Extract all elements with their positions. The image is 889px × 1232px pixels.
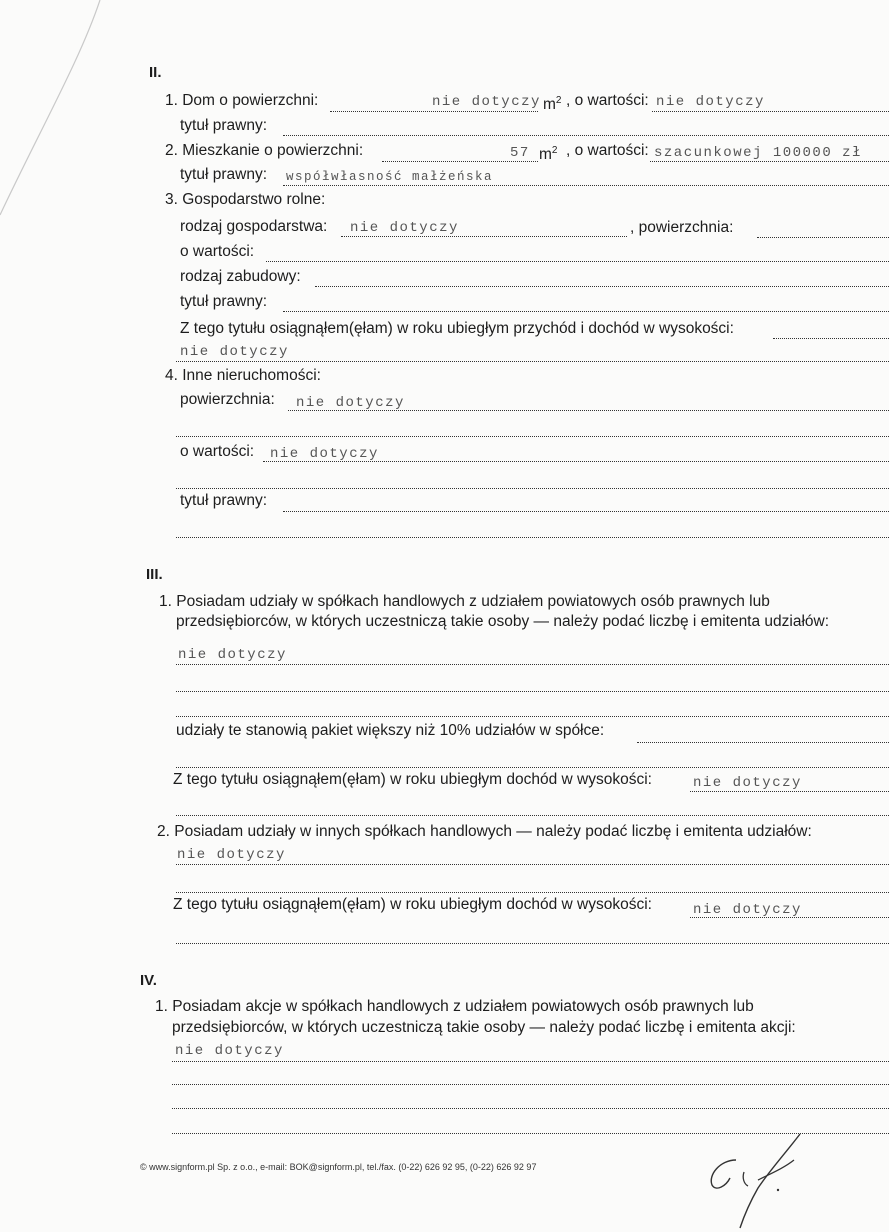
farm-income-label: Z tego tytułu osiągnąłem(ęłam) w roku ubiegłym przychód i dochód w wysokości: [180,320,734,337]
stocks-answer: nie dotyczy [175,1043,284,1059]
house-area-value: nie dotyczy [432,94,541,110]
farm-value-label: o wartości: [180,243,255,260]
other-title-label: tytuł prawny: [180,492,268,509]
page-fold-mark [0,0,120,220]
other-label: 4. Inne nieruchomości: [165,367,321,384]
flat-title-label: tytuł prawny: [180,166,268,183]
house-value: nie dotyczy [656,94,765,110]
other-shares-line-2 [176,892,889,893]
section-iii-heading: III. [146,566,163,583]
shares-answer-line-1 [176,664,889,665]
flat-title-line [283,185,889,186]
house-value-line [652,111,889,112]
farm-building-line [315,286,889,287]
shares-answer-line-3 [176,716,889,717]
house-unit: $m^2$ [543,95,562,114]
stocks-answer-line-2 [172,1084,889,1085]
shares-packet-line [637,742,889,743]
farm-area-label: , powierzchnia: [630,219,734,236]
shares-packet-label: udziały te stanowią pakiet większy niż 10% udziałów w spółce: [176,722,605,739]
flat-area-line [382,161,538,162]
house-value-label: , o wartości: [566,92,649,109]
farm-label: 3. Gospodarstwo rolne: [165,191,326,208]
flat-value-line [650,161,889,162]
other-area-label: powierzchnia: [180,391,275,408]
other-area-line-2 [176,436,889,437]
other-value-label: o wartości: [180,443,255,460]
farm-type-value: nie dotyczy [350,220,459,236]
farm-value-line [266,261,889,262]
other-value: nie dotyczy [270,446,379,462]
stocks-question-line-1: 1. Posiadam akcje w spółkach handlowych z udziałem powiatowych osób prawnych lub [155,998,754,1015]
other-value-line-2 [176,488,889,489]
stocks-question-line-2: przedsiębiorców, w których uczestniczą takie osoby — należy podać liczbę i emitenta akcji: [172,1019,796,1036]
farm-area-line [757,237,889,238]
footer-copyright: © www.signform.pl Sp. z o.o., e-mail: BOK@signform.pl, tel./fax. (0-22) 626 92 95, (0-22) 626 92 97 [140,1162,537,1172]
shares-question-line-2: przedsiębiorców, w których uczestniczą takie osoby — należy podać liczbę i emitenta udziałów: [176,613,830,630]
other-shares-question: 2. Posiadam udziały w innych spółkach handlowych — należy podać liczbę i emitenta udziałów: [157,823,812,840]
other-shares-income-value: nie dotyczy [693,902,802,918]
farm-title-line [283,311,889,312]
shares-income-line [690,791,889,792]
farm-building-label: rodzaj zabudowy: [180,268,301,285]
shares-answer: nie dotyczy [178,647,287,663]
section-iv-heading: IV. [140,972,157,989]
other-title-line [283,511,889,512]
house-label: 1. Dom o powierzchni: [165,92,319,109]
farm-type-label: rodzaj gospodarstwa: [180,218,328,235]
other-title-line-2 [176,537,889,538]
farm-income-line-2 [176,361,889,362]
shares-packet-line-2 [176,767,889,768]
farm-title-label: tytuł prawny: [180,293,268,310]
farm-type-line [341,236,627,237]
other-area-value: nie dotyczy [296,395,405,411]
shares-answer-line-2 [176,691,889,692]
other-shares-answer: nie dotyczy [177,847,286,863]
section-ii-heading: II. [149,64,162,81]
flat-area-value: 57 [510,145,530,161]
farm-income-value: nie dotyczy [180,344,289,360]
flat-value: szacunkowej 100000 zł [654,145,862,161]
house-area-line [330,111,538,112]
flat-value-label: , o wartości: [566,142,649,159]
farm-income-line-1 [773,338,889,339]
shares-income-value: nie dotyczy [693,775,802,791]
signature [700,1130,820,1230]
shares-question-line-1: 1. Posiadam udziały w spółkach handlowych z udziałem powiatowych osób prawnych lub [159,593,770,610]
stocks-answer-line-1 [172,1061,889,1062]
other-shares-line-1 [176,864,889,865]
flat-title-value: współwłasność małżeńska [286,170,494,184]
stocks-answer-line-3 [172,1108,889,1109]
other-shares-income-label: Z tego tytułu osiągnąłem(ęłam) w roku ubiegłym dochód w wysokości: [173,896,652,913]
house-title-label: tytuł prawny: [180,117,268,134]
flat-unit: $m^2$ [539,145,558,164]
other-shares-income-line-2 [176,943,889,944]
shares-income-line-2 [176,815,889,816]
shares-income-label: Z tego tytułu osiągnąłem(ęłam) w roku ubiegłym dochód w wysokości: [173,771,652,788]
flat-label: 2. Mieszkanie o powierzchni: [165,142,364,159]
house-title-line [283,135,889,136]
